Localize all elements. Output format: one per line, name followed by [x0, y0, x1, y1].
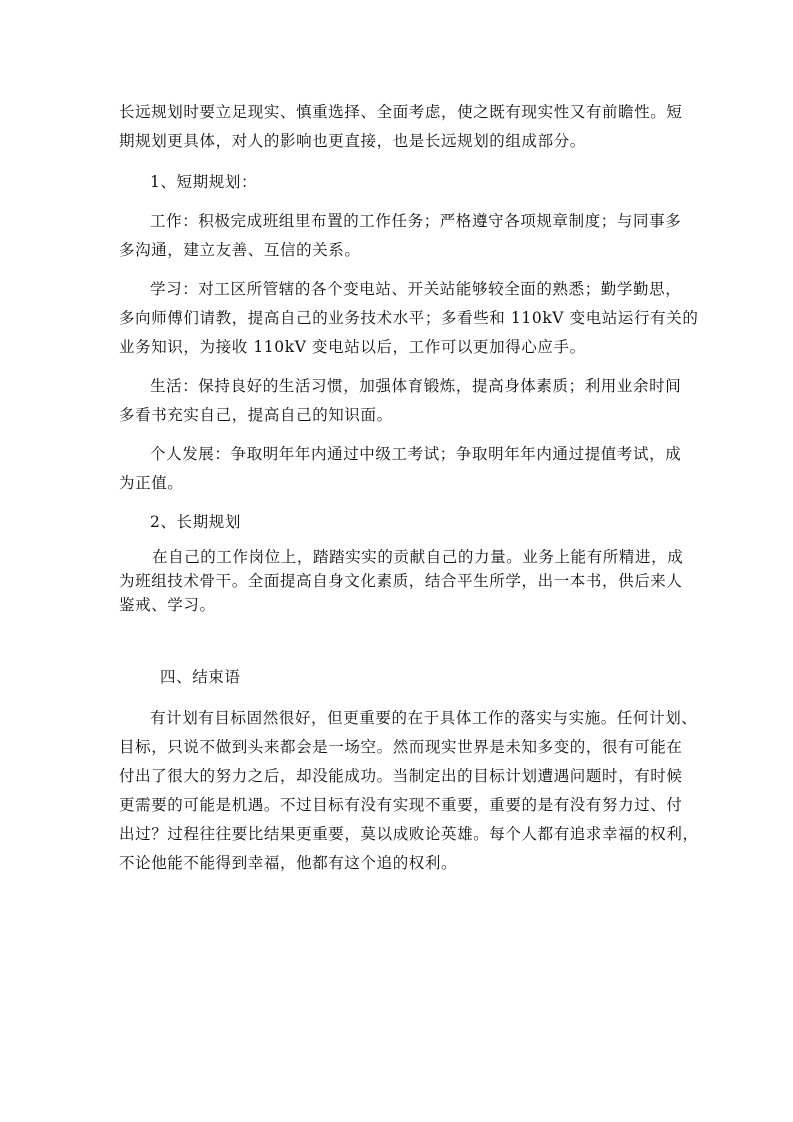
work-paragraph-line: 多沟通，建立友善、互信的关系。	[119, 241, 361, 259]
development-paragraph-line: 为正值。	[119, 474, 184, 492]
work-paragraph-line: 工作：积极完成班组里布置的工作任务；严格遵守各项规章制度；与同事多	[150, 212, 682, 230]
short-term-heading: 1、短期规划：	[150, 173, 258, 191]
conclusion-paragraph-line: 有计划有目标固然很好，但更重要的在于具体工作的落实与实施。任何计划、	[150, 709, 698, 727]
study-paragraph-line: 多向师傅们请教，提高自己的业务技术水平；多看些和 110kV 变电站运行有关的	[119, 309, 699, 327]
conclusion-paragraph-line: 付出了很大的努力之后，却没能成功。当制定出的目标计划遭遇问题时，有时候	[119, 767, 683, 785]
development-paragraph-line: 个人发展：争取明年年内通过中级工考试；争取明年年内通过提值考试，成	[150, 445, 682, 463]
intro-paragraph-line: 长远规划时要立足现实、慎重选择、全面考虑，使之既有现实性又有前瞻性。短	[119, 103, 683, 121]
life-paragraph-line: 生活：保持良好的生活习惯，加强体育锻炼，提高身体素质；利用业余时间	[150, 377, 682, 395]
long-term-paragraph-line: 鉴戒、学习。	[119, 596, 216, 614]
conclusion-paragraph-line: 不论他能不能得到幸福，他都有这个追的权利。	[119, 854, 458, 872]
long-term-paragraph-line: 为班组技术骨干。全面提高自身文化素质，结合平生所学，出一本书，供后来人	[119, 572, 683, 590]
conclusion-paragraph-line: 目标，只说不做到头来都会是一场空。然而现实世界是未知多变的，很有可能在	[119, 738, 683, 756]
conclusion-paragraph-line: 出过？过程往往要比结果更重要，莫以成败论英雄。每个人都有追求幸福的权利，	[119, 825, 699, 843]
long-term-paragraph-line: 在自己的工作岗位上，踏踏实实的贡献自己的力量。业务上能有所精进，成	[152, 548, 684, 566]
study-paragraph-line: 业务知识，为接收 110kV 变电站以后，工作可以更加得心应手。	[119, 338, 586, 356]
life-paragraph-line: 多看书充实自己，提高自己的知识面。	[119, 406, 393, 424]
long-term-heading: 2、长期规划	[150, 513, 241, 531]
intro-paragraph-line: 期规划更具体，对人的影响也更直接，也是长远规划的组成部分。	[119, 132, 586, 150]
conclusion-heading: 四、结束语	[160, 668, 241, 686]
study-paragraph-line: 学习：对工区所管辖的各个变电站、开关站能够较全面的熟悉；勤学勤思，	[150, 280, 682, 298]
conclusion-paragraph-line: 更需要的可能是机遇。不过目标有没有实现不重要，重要的是有没有努力过、付	[119, 796, 683, 814]
